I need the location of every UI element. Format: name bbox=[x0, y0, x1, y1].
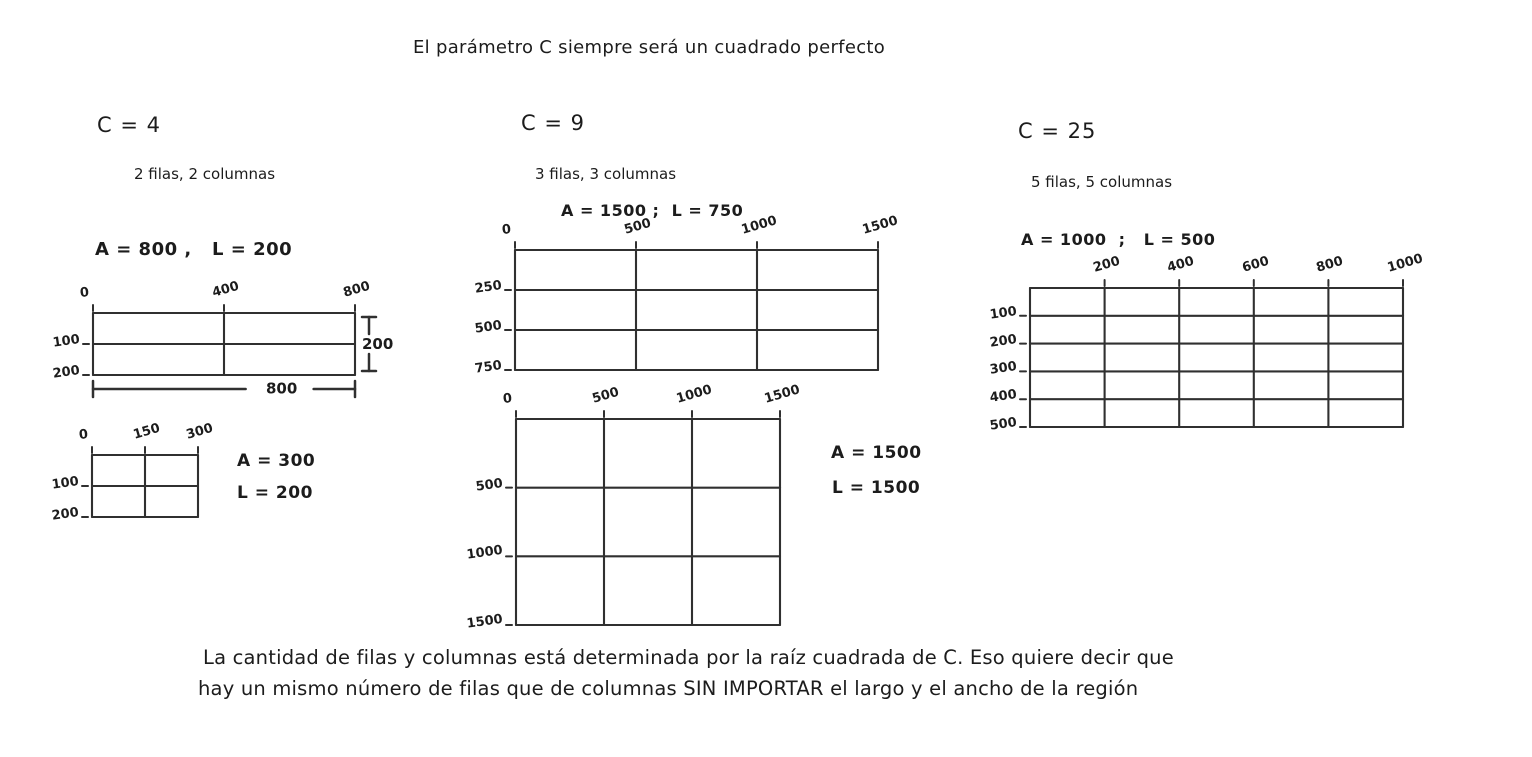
c4-small-y-tick-label: 100 bbox=[50, 474, 80, 493]
c25-main-x-tick-label: 600 bbox=[1240, 253, 1271, 276]
c25-main-y-tick-label: 100 bbox=[988, 303, 1018, 323]
c9-bottom-x-tick-label: 1000 bbox=[674, 382, 714, 407]
c25-main-y-tick-label: 300 bbox=[988, 359, 1018, 379]
footer-note-line1: La cantidad de filas y columnas está determinada por la raíz cuadrada de C. Eso quiere decir que bbox=[203, 646, 1174, 669]
c4-small-grid-length-label: L = 200 bbox=[237, 483, 313, 503]
section-c4-rows-cols-note: 2 filas, 2 columnas bbox=[134, 165, 276, 183]
c25-main-x-tick-label: 800 bbox=[1314, 253, 1346, 276]
section-c9-rows-cols-note: 3 filas, 3 columnas bbox=[535, 165, 677, 183]
c4-small-grid-area-label: A = 300 bbox=[237, 451, 316, 471]
c9-top-y-tick-label: 500 bbox=[473, 318, 503, 337]
c4-main-x-tick-label: 800 bbox=[341, 278, 372, 301]
c4-small-x-tick-label: 150 bbox=[131, 420, 162, 443]
c9-bottom-y-tick-label: 1000 bbox=[465, 543, 504, 564]
footer-note-line2: hay un mismo número de filas que de columnas SIN IMPORTAR el largo y el ancho de la región bbox=[198, 677, 1139, 700]
c9-bottom-y-tick-label: 500 bbox=[474, 475, 504, 495]
c9-top-x-tick-label: 1500 bbox=[860, 213, 900, 238]
c9-bottom-grid-area-label: A = 1500 bbox=[831, 443, 922, 463]
c4-main-x-tick-label: 400 bbox=[210, 278, 241, 301]
c25-main-y-tick-label: 500 bbox=[988, 415, 1018, 434]
c9-bottom-y-tick-label: 1500 bbox=[465, 611, 504, 632]
c4-main-y-tick-label: 100 bbox=[51, 332, 81, 351]
c9-bottom-x-tick-label: 1500 bbox=[762, 382, 802, 407]
c9-top-x-tick-label: 0 bbox=[501, 222, 512, 238]
c4-small-x-tick-label: 300 bbox=[184, 420, 215, 443]
c9-top-x-tick-label: 500 bbox=[622, 215, 653, 238]
c25-main-x-tick-label: 200 bbox=[1091, 253, 1122, 276]
section-c9-heading: C = 9 bbox=[521, 111, 585, 135]
c4-small-x-tick-label: 0 bbox=[78, 427, 89, 443]
c25-main-y-tick-label: 200 bbox=[988, 331, 1018, 351]
c4-main-x-tick-label: 0 bbox=[79, 285, 90, 301]
c4-main-y-tick-label: 200 bbox=[51, 363, 81, 382]
c9-bottom-x-tick-label: 500 bbox=[590, 384, 621, 407]
section-c4-heading: C = 4 bbox=[97, 113, 161, 137]
c25-main-x-tick-label: 400 bbox=[1165, 253, 1196, 276]
c4-small-y-tick-label: 200 bbox=[50, 505, 80, 524]
c4-main-width-bracket-label: 800 bbox=[265, 379, 298, 398]
c9-top-x-tick-label: 1000 bbox=[739, 213, 779, 238]
section-c4-dimensions-label: A = 800 , L = 200 bbox=[95, 239, 293, 260]
page-title: El parámetro C siempre será un cuadrado perfecto bbox=[413, 37, 886, 58]
c9-bottom-grid-length-label: L = 1500 bbox=[832, 478, 921, 498]
section-c9-dimensions-label: A = 1500 ; L = 750 bbox=[561, 201, 744, 220]
c9-bottom-x-tick-label: 0 bbox=[502, 391, 513, 407]
c9-top-y-tick-label: 750 bbox=[473, 358, 503, 377]
c25-main-x-tick-label: 1000 bbox=[1385, 251, 1425, 276]
c25-main-y-tick-label: 400 bbox=[988, 387, 1018, 406]
c9-top-y-tick-label: 250 bbox=[473, 278, 503, 297]
section-c25-dimensions-label: A = 1000 ; L = 500 bbox=[1021, 230, 1216, 249]
c4-main-height-bracket-label: 200 bbox=[362, 335, 394, 353]
section-c25-rows-cols-note: 5 filas, 5 columnas bbox=[1031, 173, 1173, 191]
section-c25-heading: C = 25 bbox=[1018, 119, 1097, 143]
